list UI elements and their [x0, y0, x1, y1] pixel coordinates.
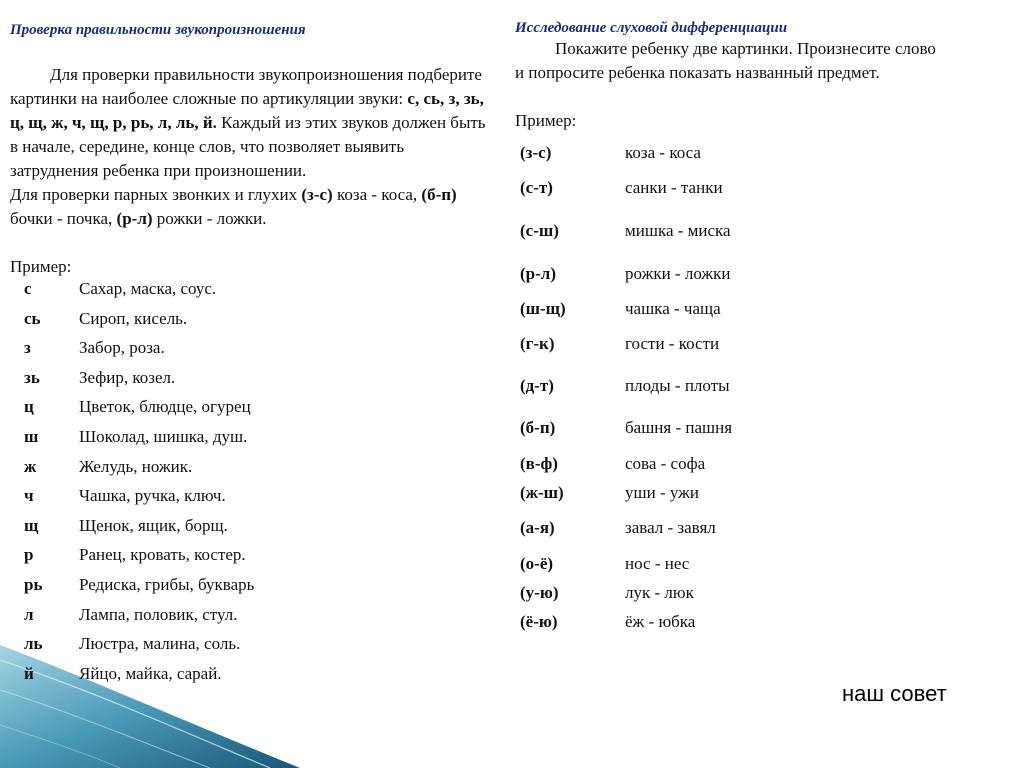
spacer	[515, 85, 945, 109]
sound-label: ж	[24, 456, 37, 476]
pair-words: уши - ужи	[625, 483, 699, 502]
pair-c: (р-л)	[116, 209, 153, 228]
sound-label: щ	[24, 515, 39, 535]
differentiation-table	[520, 143, 732, 641]
pair-words: чашка - чаща	[625, 299, 721, 318]
sound-row	[24, 575, 254, 605]
right-intro: Покажите ребенку две картинки. Произнесите слово и попросите ребенка показать названный предмет.	[515, 39, 936, 82]
pair-words: гости - кости	[625, 334, 720, 353]
pair-label: (г-к)	[520, 334, 555, 353]
left-pairs	[10, 183, 495, 231]
pair-row	[520, 518, 732, 554]
intro-text-2: Каждый из этих звуков должен быть в начале, середине, конце слов, что позволяет выявить затруднения ребенка при произношении.	[10, 113, 486, 180]
pairs-text-2: коза - коса,	[332, 185, 422, 204]
sound-words: Шоколад, шишка, душ.	[79, 426, 248, 446]
pair-words: плоды - плоты	[625, 376, 730, 395]
pair-row	[520, 612, 732, 641]
sound-row	[24, 368, 254, 398]
sound-row	[24, 605, 254, 635]
left-column	[10, 20, 495, 693]
sound-words: Сахар, маска, соус.	[79, 279, 217, 298]
left-title: Проверка правильности звукопроизношения	[10, 22, 306, 38]
pair-label: (в-ф)	[520, 454, 558, 473]
pair-label: (с-т)	[520, 178, 553, 197]
sound-words: Зефир, козел.	[79, 367, 176, 387]
pair-label: (ш-щ)	[520, 299, 566, 318]
sound-label: ль	[24, 634, 43, 654]
sound-label: ц	[24, 397, 34, 417]
sound-words: Цветок, блюдце, огурец	[79, 397, 251, 417]
right-column	[515, 20, 945, 641]
spacer	[10, 39, 495, 63]
pair-label: (з-с)	[520, 143, 552, 162]
spacer	[10, 231, 495, 255]
sound-words: Люстра, малина, соль.	[79, 634, 241, 654]
sound-label: зь	[24, 367, 40, 387]
pair-a: (з-с)	[301, 185, 333, 204]
pair-row	[520, 221, 732, 264]
pair-label: (ё-ю)	[520, 612, 558, 631]
pair-row	[520, 454, 732, 483]
pair-row	[520, 143, 732, 178]
pair-label: (д-т)	[520, 376, 554, 395]
sound-examples-table	[24, 279, 254, 693]
pair-row	[520, 483, 732, 518]
pair-label: (с-ш)	[520, 221, 559, 240]
left-example-label: Пример:	[10, 257, 72, 276]
sound-words: Яйцо, майка, сарай.	[79, 663, 222, 683]
sound-label: с	[24, 279, 32, 298]
sound-words: Щенок, ящик, борщ.	[79, 515, 228, 535]
pair-words: санки - танки	[625, 178, 723, 197]
pair-words: башня - пашня	[625, 418, 733, 437]
intro-text-1: Для проверки правильности звукопроизношения подберите картинки на наиболее сложные по артикуляции звуки:	[10, 65, 482, 108]
sound-words: Сироп, кисель.	[79, 308, 188, 328]
sound-row	[24, 486, 254, 516]
sound-row	[24, 457, 254, 487]
pair-row	[520, 334, 732, 376]
sound-words: Желудь, ножик.	[79, 456, 193, 476]
pair-words: ёж - юбка	[625, 612, 696, 631]
pair-words: нос - нес	[625, 554, 690, 573]
sound-row	[24, 338, 254, 368]
sound-label: сь	[24, 308, 41, 328]
sound-row	[24, 516, 254, 546]
advice-caption: наш совет	[842, 681, 947, 706]
sound-row	[24, 279, 254, 309]
pair-label: (а-я)	[520, 518, 555, 537]
sound-row	[24, 397, 254, 427]
pair-label: (у-ю)	[520, 583, 559, 602]
sound-words: Чашка, ручка, ключ.	[79, 486, 226, 506]
pairs-text-4: рожки - ложки.	[152, 209, 267, 228]
pair-row	[520, 583, 732, 612]
pair-words: сова - софа	[625, 454, 706, 473]
pair-words: мишка - миска	[625, 221, 731, 240]
sound-words: Забор, роза.	[79, 338, 165, 358]
sound-label: ш	[24, 426, 39, 446]
sound-words: Лампа, половик, стул.	[79, 604, 238, 624]
sound-label: р	[24, 545, 34, 565]
left-intro	[10, 63, 495, 183]
sound-label: л	[24, 604, 34, 624]
pair-words: рожки - ложки	[625, 264, 731, 283]
pair-words: лук - люк	[625, 583, 694, 602]
pair-row	[520, 299, 732, 334]
sound-row	[24, 309, 254, 339]
pair-words: завал - завял	[625, 518, 716, 537]
pair-row	[520, 264, 732, 299]
sound-row	[24, 634, 254, 664]
pair-row	[520, 376, 732, 418]
pair-label: (р-л)	[520, 264, 556, 283]
pairs-text-1: Для проверки парных звонких и глухих	[10, 185, 302, 204]
sound-row	[24, 427, 254, 457]
right-title: Исследование слуховой дифференциации	[515, 20, 788, 36]
sound-label: ч	[24, 486, 34, 506]
sound-row	[24, 664, 254, 694]
pair-row	[520, 418, 732, 454]
right-example-label: Пример:	[515, 111, 577, 130]
pair-label: (ж-ш)	[520, 483, 564, 502]
pairs-text-3: бочки - почка,	[10, 209, 117, 228]
sound-label: й	[24, 663, 34, 683]
pair-row	[520, 178, 732, 221]
sound-row	[24, 545, 254, 575]
sound-label: рь	[24, 574, 43, 594]
sound-words: Ранец, кровать, костер.	[79, 545, 246, 565]
pair-row	[520, 554, 732, 583]
pair-label: (б-п)	[520, 418, 556, 437]
intro-sounds: с, сь, з, зь, ц, щ, ж, ч, щ, р, рь, л, ль, й.	[10, 89, 484, 132]
sound-words: Редиска, грибы, букварь	[79, 574, 255, 594]
pair-b: (б-п)	[421, 185, 457, 204]
pair-label: (о-ё)	[520, 554, 554, 573]
sound-label: з	[24, 338, 31, 358]
pair-words: коза - коса	[625, 143, 701, 162]
